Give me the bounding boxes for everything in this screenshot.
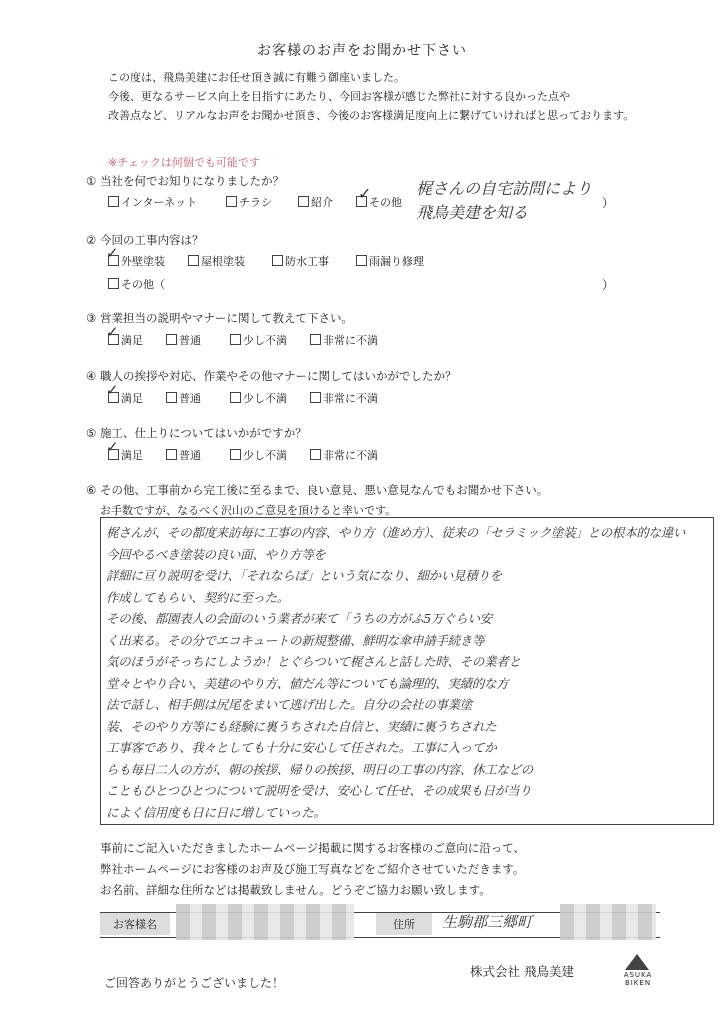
checkbox-icon [310, 449, 321, 460]
q2-option-other[interactable]: その他（ [108, 276, 165, 292]
q2-option-waterproof[interactable]: 防水工事 [272, 253, 329, 269]
q5-option-satisfied[interactable]: 満足 [108, 447, 143, 463]
intro-line-1: この度は、飛鳥美建にお任せ頂き誠に有難う御座いました。 [108, 71, 405, 84]
q2-option-roof[interactable]: 屋根塗装 [188, 253, 245, 269]
checkbox-icon [230, 334, 241, 345]
q3-option-very[interactable]: 非常に不満 [310, 332, 378, 348]
checkbox-icon [230, 449, 241, 460]
q5-question: ⑤ 施工、仕上りについてはいかがですか？ [86, 426, 307, 440]
q6-subtext: お手数ですが、なるべく沢山のご意見を頂けると幸いです。 [100, 504, 397, 517]
q1-option-other[interactable]: その他 [356, 194, 402, 210]
q6-question: ⑥ その他、工事前から完工後に至るまで、良い意見、悪い意見なんでもお聞かせ下さい。 [86, 483, 549, 497]
checkbox-icon [226, 196, 237, 207]
name-label: お客様名 [100, 913, 170, 935]
checkbox-icon [230, 392, 241, 403]
checkbox-icon [166, 449, 177, 460]
check-mark-icon: ✓ [106, 244, 119, 262]
checkbox-icon [188, 255, 199, 266]
q3-option-slight[interactable]: 少し不満 [230, 332, 287, 348]
check-note: ※チェックは何個でも可能です [108, 156, 260, 169]
company-name: 株式会社 飛鳥美建 [470, 964, 574, 979]
check-mark-icon: ✓ [106, 323, 119, 341]
thanks-text: ご回答ありがとうございました！ [104, 976, 285, 990]
checkbox-icon [108, 278, 119, 289]
q5-option-very[interactable]: 非常に不満 [310, 447, 378, 463]
checkbox-icon [310, 334, 321, 345]
checkbox-icon [310, 392, 321, 403]
q3-question: ③ 営業担当の説明やマナーに関して教えて下さい。 [86, 311, 353, 325]
logo-triangle-icon [625, 954, 649, 970]
checkbox-icon [298, 196, 309, 207]
footer-line-2: 弊社ホームページにお客様のお声及び施工写真などをご紹介させていただきます。 [100, 862, 525, 876]
checkbox-icon [356, 255, 367, 266]
q2-option-leak[interactable]: 雨漏り修理 [356, 253, 424, 269]
checkbox-icon [166, 392, 177, 403]
q4-option-satisfied[interactable]: 満足 [108, 390, 143, 406]
name-field-redacted[interactable] [176, 904, 354, 940]
q4-option-slight[interactable]: 少し不満 [230, 390, 287, 406]
intro-line-2: 今後、更なるサービス向上を目指すにあたり、今回お客様が感じた弊社に対する良かった点や [108, 90, 570, 103]
checkbox-icon [166, 334, 177, 345]
q1-handwritten-1: 梶さんの自宅訪問により [416, 179, 593, 198]
footer-line-1: 事前にご記入いただきましたホームページ掲載に関するお客様のご意向に沿って、 [100, 841, 526, 855]
q1-handwritten-2: 飛鳥美建を知る [416, 203, 529, 222]
company-logo: ASUKA BIKEN [622, 954, 654, 987]
q1-question: ① 当社を何でお知りになりましたか？ [86, 174, 284, 188]
q1-option-referral[interactable]: 紹介 [298, 194, 333, 210]
q1-option-flyer[interactable]: チラシ [226, 194, 272, 210]
address-field-redacted[interactable] [560, 904, 656, 940]
checkbox-icon [272, 255, 283, 266]
check-mark-icon: ✓ [106, 438, 119, 456]
q3-option-normal[interactable]: 普通 [166, 332, 201, 348]
q1-option-internet[interactable]: インターネット [108, 194, 197, 210]
q2-question: ② 今回の工事内容は？ [86, 233, 204, 247]
check-mark-icon: ✓ [106, 381, 119, 399]
q3-option-satisfied[interactable]: 満足 [108, 332, 143, 348]
address-handwritten: 生駒郡三郷町 [442, 913, 533, 931]
q5-option-normal[interactable]: 普通 [166, 447, 201, 463]
address-label: 住所 [376, 913, 432, 935]
check-mark-icon: ✓ [358, 184, 372, 203]
footer-line-3: お名前、詳細な住所などは掲載致しません。どうぞご協力お願い致します。 [100, 883, 491, 897]
q4-question: ④ 職人の挨拶や対応、作業やその他マナーに関してはいかがでしたか？ [86, 369, 457, 383]
comment-handwriting: 梶さんが、その都度来訪毎に工事の内容、やり方（進め方）、従来の「セラミック塗装」との根本的な違い 今回やるべき塗装の良い面、やり方等を 詳細に亘り説明を受け、「それならば」という気になり、細かい見積りを 作成してもらい、契約に至った。 その後、都園表人の会面のいう業者が来て「うちの方がふ5万ぐらい安 く出来る。その分でエコキュートの新規整備、鮮明な傘申請手続き等 気のほうがそっちにしようか！とぐらついて梶さんと話した時、その業者と 堂々とやり合い、美建のやり方、値だん等についても論理的、実績的な方 法で話し、相手側は尻尾をまいて逃げ出した。自分の会社の事業塗 装、そのやり方等にも経験に裏うちされた自信と、実績に裏うちされた 工事客であり、我々としても十分に安心して任された。工事に入ってか らも毎日二人の方が、朝の挨拶、帰りの挨拶、明日の工事の内容、休工などの こともひとつひとつについて説明を受け、安心して任せ、その成果も日が当り によく信用度も日に日に増していった。 [106, 525, 686, 820]
intro-line-3: 改善点など、リアルなお声をお聞かせ頂き、今後のお客様満足度向上に繋げていければと思っております。 [108, 109, 635, 122]
q4-option-very[interactable]: 非常に不満 [310, 390, 378, 406]
page-title: お客様のお声をお聞かせ下さい [257, 43, 467, 59]
checkbox-icon [108, 196, 119, 207]
q4-option-normal[interactable]: 普通 [166, 390, 201, 406]
q2-option-exterior[interactable]: 外壁塗装 [108, 253, 165, 269]
q5-option-slight[interactable]: 少し不満 [230, 447, 287, 463]
